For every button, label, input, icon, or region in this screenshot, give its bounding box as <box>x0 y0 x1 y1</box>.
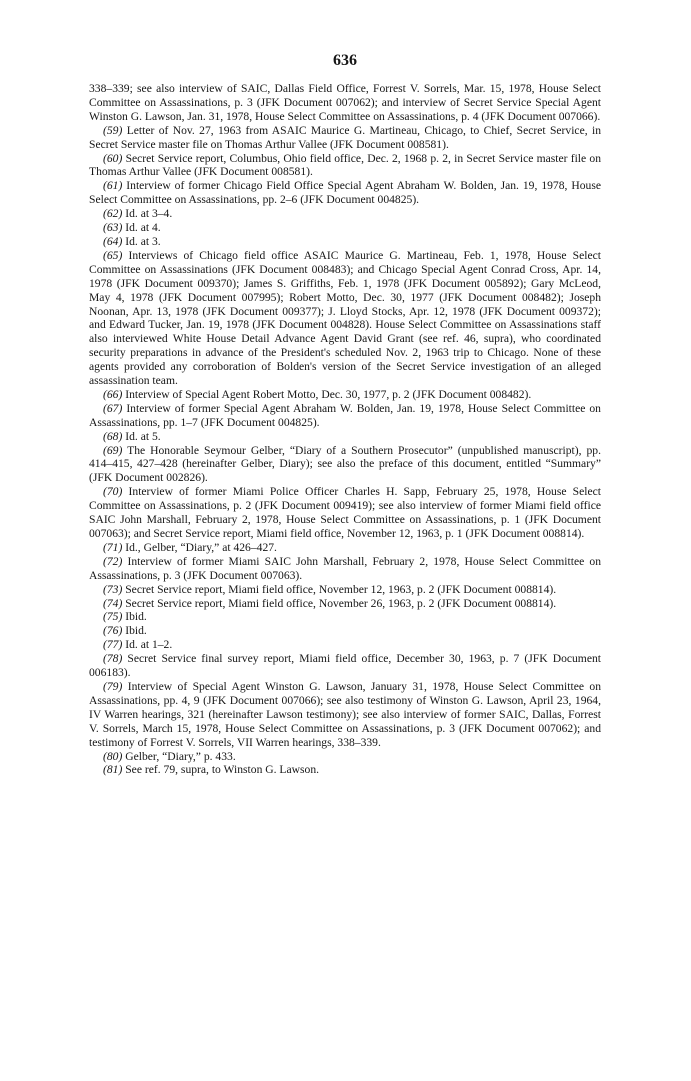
footnote-number: (79) <box>103 679 123 693</box>
footnote-text: Interview of former Chicago Field Office Special Agent Abraham W. Bolden, Jan. 19, 1978, House Select Committee on Assassinations, pp. 2–6 (JFK Document 004825). <box>89 179 601 207</box>
footnote-number: (66) <box>103 387 123 401</box>
footnote <box>89 541 601 555</box>
footnote-number: (73) <box>103 582 123 596</box>
footnote-text: Ibid. <box>125 610 147 624</box>
footnote-number: (72) <box>103 554 123 568</box>
footnote-text: Id. at 3. <box>125 234 161 248</box>
footnote <box>89 152 601 180</box>
document-page <box>89 52 601 777</box>
footnote-number: (71) <box>103 540 123 554</box>
footnote-text: Secret Service report, Miami field office, November 12, 1963, p. 2 (JFK Document 008814). <box>125 582 557 596</box>
footnote-number: (61) <box>103 179 123 193</box>
footnote-text: Secret Service report, Columbus, Ohio field office, Dec. 2, 1968 p. 2, in Secret Service master file on Thomas Arthur Vallee (JFK Document 008581). <box>89 151 601 179</box>
footnote <box>89 583 601 597</box>
footnote <box>89 485 601 541</box>
footnote-number: (63) <box>103 221 123 235</box>
footnote <box>89 597 601 611</box>
footnote-number: (59) <box>103 123 123 137</box>
footnote <box>89 624 601 638</box>
footnote-number: (80) <box>103 749 123 763</box>
footnote-list <box>89 82 601 777</box>
footnote-number: (67) <box>103 401 123 415</box>
footnote-text: Gelber, “Diary,” p. 433. <box>125 749 236 763</box>
footnote <box>89 235 601 249</box>
footnote-text: Id. at 4. <box>125 221 161 235</box>
footnote-text: Ibid. <box>125 624 147 638</box>
footnote <box>89 179 601 207</box>
footnote-text: Interviews of Chicago field office ASAIC Maurice G. Martineau, Feb. 1, 1978, House Select Committee on Assassinations (JFK Document 008483); and Chicago Special Agent Conrad Cross, Apr. 14, 1978 (JFK Document 009370); James S. Griffiths, Feb. 1, 1978 (JFK Document 005892); Gary McLeod, May 4, 1978 (JFK Document 007995); Robert Motto, Dec. 30, 1977 (JFK Document 008482); Joseph Noonan, Apr. 13, 1978 (JFK Document 009377); J. Lloyd Stocks, Apr. 12, 1978 (JFK Document 009372); and Edward Tucker, Jan. 19, 1978 (JFK Document 004828). House Select Committee on Assassinations staff also interviewed White House Detail Advance Agent David Grant (see ref. 46, supra), who coordinated security preparations in advance of the President's scheduled Nov. 2, 1963 trip to Chicago. None of these agents provided any corroboration of Bolden's version of the Secret Service investigation of an alleged assassination team. <box>89 248 601 388</box>
footnote-text: Id. at 3–4. <box>125 207 173 221</box>
footnote-number: (70) <box>103 485 123 499</box>
footnote-text: Interview of Special Agent Robert Motto, Dec. 30, 1977, p. 2 (JFK Document 008482). <box>125 387 532 401</box>
footnote-text: Letter of Nov. 27, 1963 from ASAIC Maurice G. Martineau, Chicago, to Chief, Secret Service, in Secret Service master file on Thomas Arthur Vallee (JFK Document 008581). <box>89 123 601 151</box>
footnote <box>89 221 601 235</box>
footnote-text: Interview of Special Agent Winston G. Lawson, January 31, 1978, House Select Committee on Assassinations, pp. 4, 9 (JFK Document 007066); see also testimony of Winston G. Lawson, April 23, 1964, IV Warren hearings, 321 (hereinafter Lawson testimony); see also interview of former SAIC, Dallas, Forrest V. Sorrels, March 15, 1978, House Select Committee on Assassinations, p. 3 (JFK Document 007062); and testimony of Forrest V. Sorrels, VII Warren hearings, 338–339. <box>89 679 601 749</box>
footnote-number: (62) <box>103 207 123 221</box>
footnote <box>89 402 601 430</box>
footnote-number: (65) <box>103 248 123 262</box>
footnote-number: (64) <box>103 234 123 248</box>
footnote <box>89 124 601 152</box>
footnote <box>89 249 601 388</box>
footnote <box>89 610 601 624</box>
footnote-text: Secret Service final survey report, Miami field office, December 30, 1963, p. 7 (JFK Document 006183). <box>89 652 601 680</box>
footnote-number: (76) <box>103 624 123 638</box>
footnote-text: Secret Service report, Miami field office, November 26, 1963, p. 2 (JFK Document 008814). <box>125 596 557 610</box>
footnote-number: (77) <box>103 638 123 652</box>
footnote-text: 338–339; see also interview of SAIC, Dallas Field Office, Forrest V. Sorrels, Mar. 15, 1978, House Select Committee on Assassinations, p. 3 (JFK Document 007062); and interview of Secret Service Special Agent Winston G. Lawson, Jan. 31, 1978, House Select Committee on Assassinations, p. 4 (JFK Document 007066). <box>89 82 601 123</box>
footnote-number: (78) <box>103 652 123 666</box>
footnote <box>89 388 601 402</box>
footnote-number: (68) <box>103 429 123 443</box>
footnote-number: (75) <box>103 610 123 624</box>
page-number: 636 <box>333 52 357 69</box>
footnote-text: Id., Gelber, “Diary,” at 426–427. <box>125 540 277 554</box>
footnote-number: (69) <box>103 443 123 457</box>
footnote <box>89 555 601 583</box>
footnote <box>89 750 601 764</box>
footnote <box>89 680 601 750</box>
footnote-text: Interview of former Miami SAIC John Marshall, February 2, 1978, House Select Committee on Assassinations, p. 3 (JFK Document 007063). <box>89 554 601 582</box>
footnote-text: The Honorable Seymour Gelber, “Diary of a Southern Prosecutor” (unpublished manuscript), pp. 414–415, 427–428 (hereinafter Gelber, Diary); see also the preface of this document, entitled “Summary” (JFK Document 002826). <box>89 443 601 485</box>
footnote <box>89 430 601 444</box>
footnote-text: Id. at 1–2. <box>125 638 173 652</box>
footnote-number: (60) <box>103 151 123 165</box>
footnote-text: See ref. 79, supra, to Winston G. Lawson. <box>125 763 320 777</box>
footnote-text: Interview of former Miami Police Officer Charles H. Sapp, February 25, 1978, House Select Committee on Assassinations, p. 2 (JFK Document 009419); see also interview of former Miami field office SAIC John Marshall, February 2, 1978, House Select Committee on Assassinations, p. 1 (JFK Document 007063); and Secret Service report, Miami field office, November 12, 1963, p. 1 (JFK Document 008814). <box>89 485 601 540</box>
footnote <box>89 207 601 221</box>
footnote-number: (81) <box>103 763 123 777</box>
footnote <box>89 638 601 652</box>
footnote <box>89 444 601 486</box>
footnote-text: Interview of former Special Agent Abraham W. Bolden, Jan. 19, 1978, House Select Committee on Assassinations, pp. 1–7 (JFK Document 004825). <box>89 401 601 429</box>
footnote-number: (74) <box>103 596 123 610</box>
footnote <box>89 652 601 680</box>
footnote-text: Id. at 5. <box>125 429 161 443</box>
footnote <box>89 82 601 124</box>
footnote <box>89 763 601 777</box>
